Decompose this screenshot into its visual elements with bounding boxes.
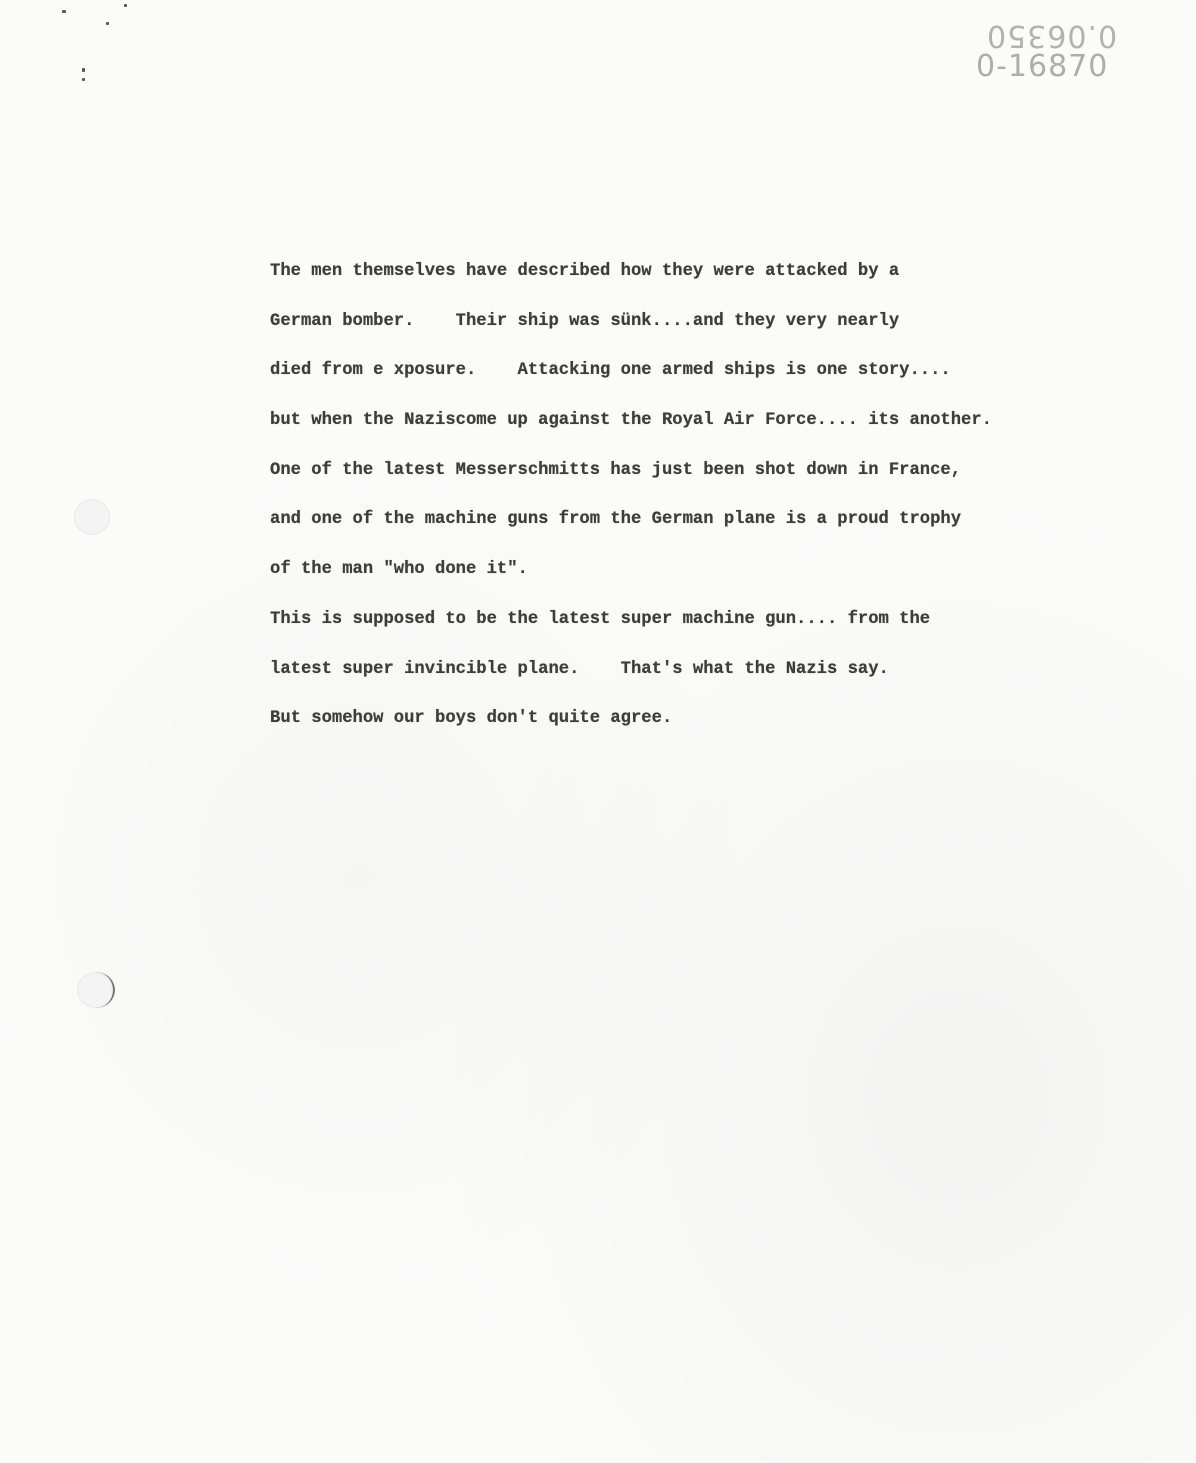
text-line-9: latest super invincible plane. That's what the Nazis say. <box>270 659 889 679</box>
text-line-7: of the man "who done it". <box>270 560 528 580</box>
scan-speck <box>62 10 66 13</box>
text-line-8: This is supposed to be the latest super machine gun.... from the <box>270 609 931 629</box>
punch-hole-upper <box>74 499 110 535</box>
stamp-number-inverted: 0.06350 <box>986 18 1118 53</box>
text-line-1: The men themselves have described how they were attacked by a <box>270 262 900 281</box>
text-line-5: One of the latest Messerschmitts has just been shot down in France, <box>270 460 962 480</box>
text-line-4: but when the Naziscome up against the Royal Air Force.... its another. <box>270 411 992 431</box>
text-line-6: and one of the machine guns from the German plane is a proud trophy <box>270 510 962 530</box>
typed-script-body <box>270 256 1170 753</box>
scan-speck <box>106 22 109 25</box>
archive-stamp <box>976 18 1156 88</box>
scan-speck <box>124 4 127 7</box>
scan-speck <box>82 78 85 81</box>
scan-speck <box>82 68 85 72</box>
stamp-number: 0-16870 <box>976 49 1109 84</box>
text-line-10: But somehow our boys don't quite agree. <box>270 709 673 729</box>
text-line-3: died from e xposure. Attacking one armed ships is one story.... <box>270 361 951 381</box>
text-line-2: German bomber. Their ship was sünk....and they very nearly <box>270 311 900 331</box>
punch-hole-lower <box>77 972 115 1008</box>
